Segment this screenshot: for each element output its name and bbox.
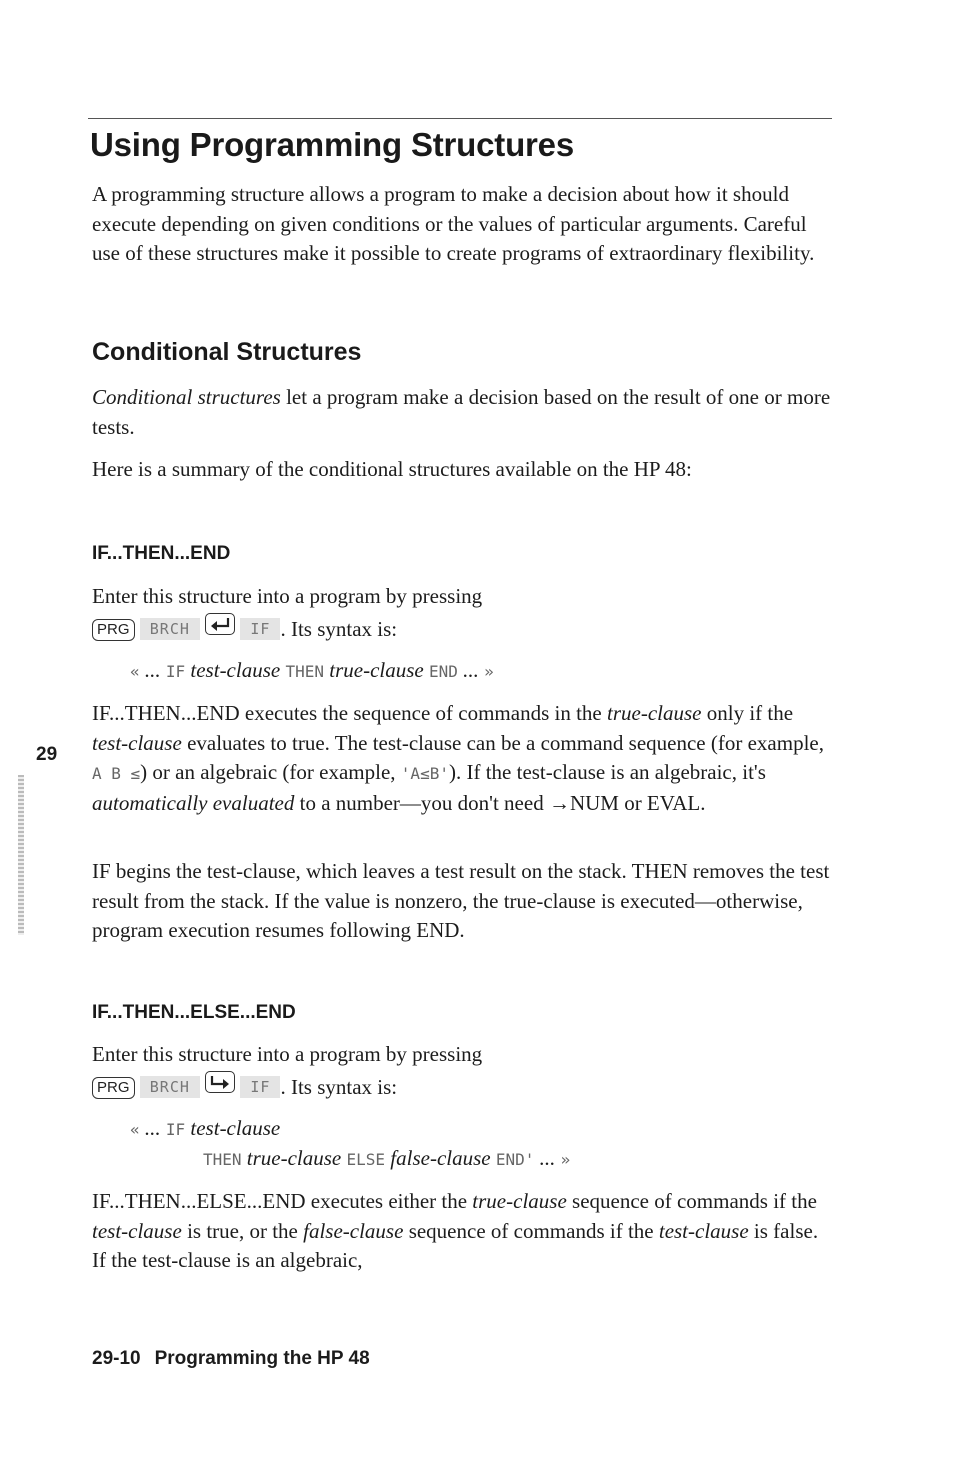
conditional-term: Conditional structures xyxy=(92,385,281,409)
desc-text: sequence of commands if the xyxy=(566,1189,817,1213)
desc-italic: true-clause xyxy=(607,701,702,725)
test-clause: test-clause xyxy=(190,658,281,682)
ifelse-keys-line xyxy=(92,1071,397,1101)
desc-text: is false. If the test-clause is an algebraic, xyxy=(92,1218,819,1272)
ifelse-syntax-line1 xyxy=(130,1116,280,1146)
close-delimiter: » xyxy=(560,1150,571,1169)
desc-italic: false-clause xyxy=(303,1218,404,1243)
open-delimiter: « xyxy=(130,662,140,681)
section-heading: Conditional Structures xyxy=(92,338,362,366)
brch-softkey: BRCH xyxy=(140,1076,200,1098)
ifelse-enter-line: Enter this structure into a program by pressing xyxy=(92,1042,483,1066)
prg-key: PRG xyxy=(92,619,135,641)
ellipsis: ... xyxy=(139,658,166,682)
false-clause: false-clause xyxy=(390,1146,491,1170)
ifelse-heading: IF...THEN...ELSE...END xyxy=(92,1002,296,1023)
prg-key: PRG xyxy=(92,1077,135,1099)
kw-end: END xyxy=(428,662,458,681)
page-title: Using Programming Structures xyxy=(90,126,574,163)
desc-text: only if the xyxy=(701,701,794,725)
brch-softkey: BRCH xyxy=(140,618,200,640)
open-delimiter: « xyxy=(130,1120,140,1139)
summary-paragraph: Here is a summary of the conditional structures available on the HP 48: xyxy=(92,457,692,481)
intro-paragraph: A programming structure allows a program to make a decision about how it should execute depending on given conditions or the values of particular arguments. Careful use of these structures make it possible to create programs of extraordinary flexibility. xyxy=(92,182,815,265)
desc-code: 'A≤B' xyxy=(400,764,449,783)
ifelse-description xyxy=(92,1187,822,1276)
ifelse-syntax-line2 xyxy=(203,1146,570,1176)
ellipsis: ... xyxy=(457,658,485,682)
desc-text: ). If the test-clause is an algebraic, it's xyxy=(448,760,766,784)
kw-end: END' xyxy=(495,1150,535,1169)
ifthen-stack-paragraph: IF begins the test-clause, which leaves a test result on the stack. THEN removes the test result from the stack. If the value is nonzero, the true-clause is executed—otherwise, program execution resumes following END. xyxy=(92,859,830,942)
close-delimiter: » xyxy=(484,662,494,681)
kw-then: THEN xyxy=(285,662,324,681)
ifthen-syntax xyxy=(130,658,494,688)
desc-text: IF...THEN...ELSE...END executes either the xyxy=(92,1189,473,1213)
ifthen-enter-line: Enter this structure into a program by pressing xyxy=(92,584,483,608)
page-number: 29-10 xyxy=(92,1348,141,1369)
test-clause: test-clause xyxy=(190,1116,281,1140)
desc-text: sequence of commands if the xyxy=(403,1218,659,1243)
desc-code: A B ≤ xyxy=(92,764,141,783)
top-rule xyxy=(88,118,832,119)
desc-text: ) or an algebraic (for example, xyxy=(140,760,401,784)
ellipsis: ... xyxy=(139,1116,166,1140)
chapter-number-tab: 29 xyxy=(36,744,58,765)
desc-text: evaluates to true. The test-clause can be a command sequence (for example, xyxy=(181,730,824,755)
left-shift-key-icon xyxy=(205,613,235,635)
ifthen-keys-line xyxy=(92,613,397,643)
conditional-paragraph xyxy=(92,383,832,442)
kw-if: IF xyxy=(165,1120,186,1139)
desc-text: is true, or the xyxy=(181,1218,304,1243)
book-title: Programming the HP 48 xyxy=(154,1348,370,1369)
conditional-text: let a program make a decision based on the result of one or more tests. xyxy=(92,385,831,439)
desc-italic: automatically evaluated xyxy=(92,790,295,815)
if-softkey: IF xyxy=(240,1076,280,1098)
if-softkey: IF xyxy=(240,618,280,640)
kw-else: ELSE xyxy=(346,1150,386,1169)
desc-italic: test-clause xyxy=(92,1218,182,1243)
desc-italic: test-clause xyxy=(92,730,182,755)
chapter-edge-marker xyxy=(18,775,24,935)
desc-text: to a number—you don't need →NUM or EVAL. xyxy=(294,790,706,815)
true-clause: true-clause xyxy=(329,658,424,682)
ellipsis: ... xyxy=(534,1146,561,1170)
kw-if: IF xyxy=(165,662,186,681)
desc-italic: test-clause xyxy=(658,1218,749,1243)
right-shift-key-icon xyxy=(205,1071,235,1093)
syntax-tail: . Its syntax is: xyxy=(280,1075,398,1099)
kw-then: THEN xyxy=(203,1150,242,1169)
page-footer xyxy=(92,1348,370,1370)
ifthen-description xyxy=(92,699,832,818)
desc-text: IF...THEN...END executes the sequence of commands in the xyxy=(92,701,608,725)
desc-italic: true-clause xyxy=(472,1189,567,1213)
ifthen-heading: IF...THEN...END xyxy=(92,543,231,564)
syntax-tail: . Its syntax is: xyxy=(280,617,398,641)
true-clause: true-clause xyxy=(246,1146,342,1170)
